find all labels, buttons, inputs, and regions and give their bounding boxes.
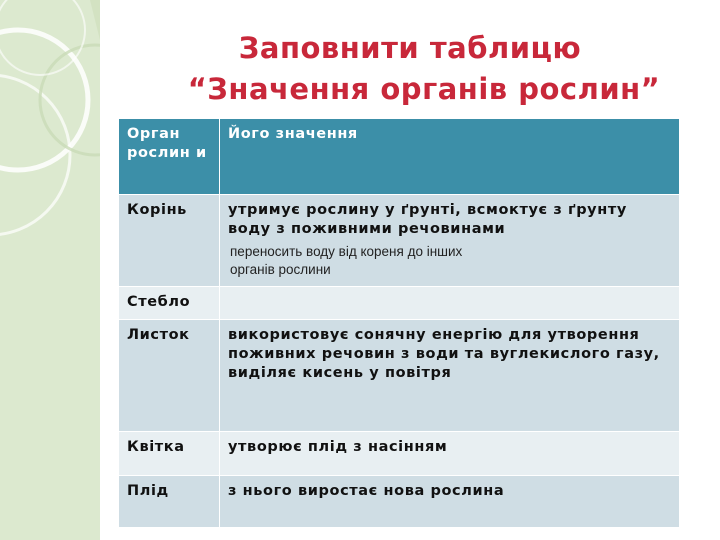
decorative-side-panel bbox=[0, 0, 100, 540]
meaning-cell: з нього виростає нова рослина bbox=[220, 476, 680, 528]
page-title bbox=[100, 28, 720, 110]
title-line-1: Заповнити таблицю bbox=[238, 31, 582, 65]
organ-cell: Квітка bbox=[119, 432, 220, 476]
header-meaning: Його значення bbox=[220, 119, 680, 195]
table-row bbox=[119, 320, 680, 432]
meaning-cell: використовує сонячну енергію для утворення поживних речовин з води та вуглекислого газу, виділяє кисень у повітря bbox=[220, 320, 680, 432]
table-row bbox=[119, 476, 680, 528]
title-line-2: “Значення органів рослин” bbox=[187, 72, 661, 106]
table-row bbox=[119, 432, 680, 476]
overlay-line-1: переносить воду від кореня до інших bbox=[230, 244, 463, 259]
decorative-circles bbox=[0, 0, 100, 540]
organs-table bbox=[118, 118, 680, 528]
handwritten-overlay-note bbox=[230, 243, 550, 279]
meaning-text: утримує рослину у ґрунті, всмоктує з ґрунту воду з поживними речовинами bbox=[228, 202, 627, 237]
meaning-cell: утворює плід з насінням bbox=[220, 432, 680, 476]
organ-cell: Плід bbox=[119, 476, 220, 528]
organ-cell: Стебло bbox=[119, 287, 220, 320]
meaning-cell bbox=[220, 287, 680, 320]
overlay-line-2: органів рослини bbox=[230, 262, 331, 277]
organ-cell: Листок bbox=[119, 320, 220, 432]
meaning-cell bbox=[220, 195, 680, 287]
organ-cell: Корінь bbox=[119, 195, 220, 287]
table-header-row bbox=[119, 119, 680, 195]
header-organ: Орган рослин и bbox=[119, 119, 220, 195]
table-row bbox=[119, 195, 680, 287]
table-row bbox=[119, 287, 680, 320]
